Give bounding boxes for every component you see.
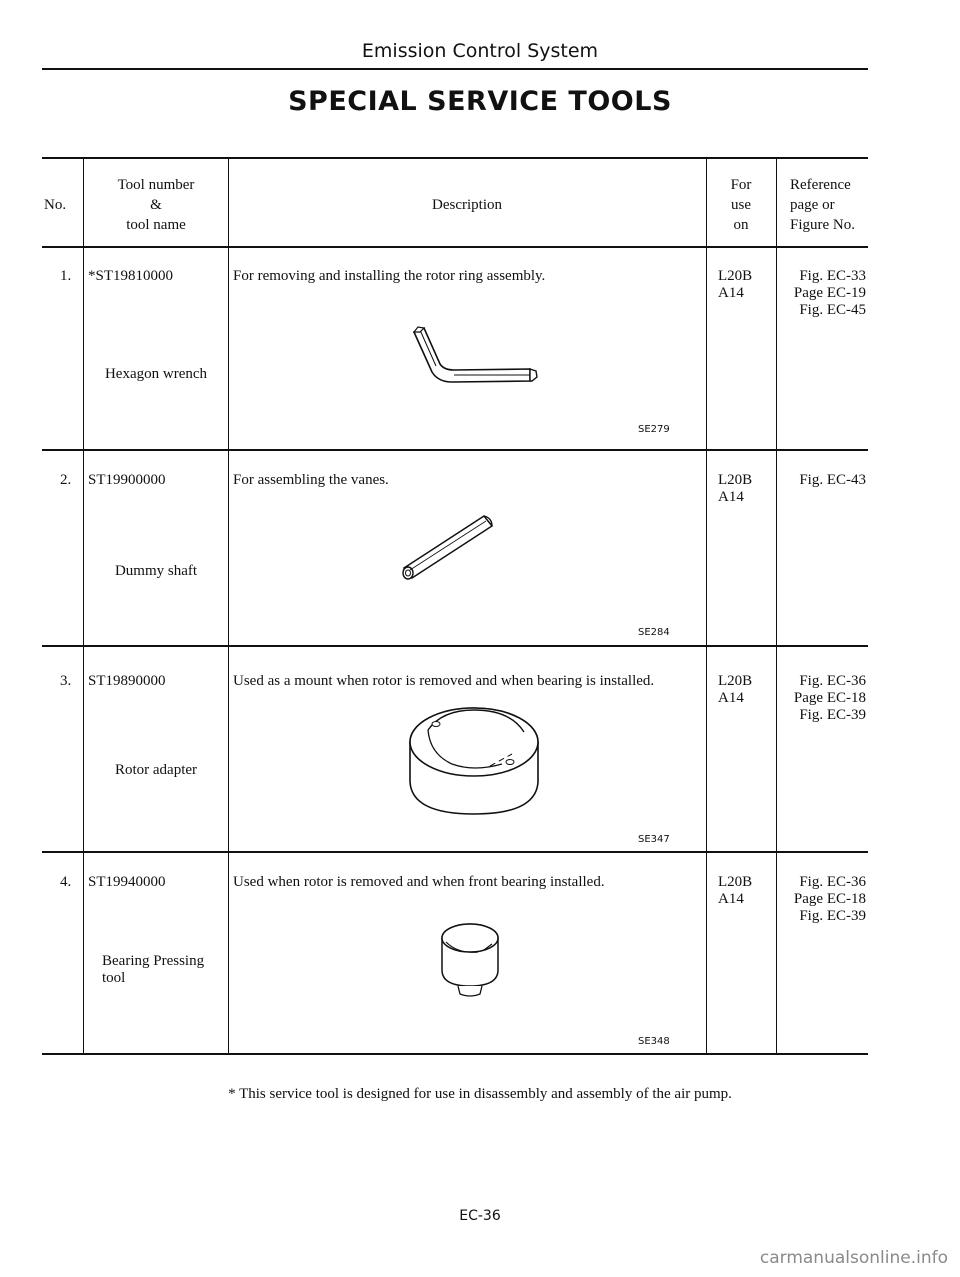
top-rule (42, 68, 868, 70)
figure-code: SE284 (638, 627, 670, 638)
watermark: carmanualsonline.info (759, 1248, 948, 1268)
page-number: EC-36 (459, 1208, 501, 1224)
page-title: SPECIAL SERVICE TOOLS (288, 86, 672, 117)
tool-description: Used as a mount when rotor is removed and when bearing is installed. (233, 673, 655, 689)
header-reference: Reference page or Figure No. (790, 177, 855, 233)
header-use: For use on (730, 177, 752, 233)
used-on: L20B A14 (718, 472, 753, 505)
header-description: Description (432, 197, 502, 213)
tool-description: For assembling the vanes. (233, 472, 389, 488)
references: Fig. EC-36 Page EC-18 Fig. EC-39 (793, 874, 866, 924)
rotor-adapter-icon (406, 702, 542, 818)
column-divider (228, 157, 229, 1055)
tool-name: Hexagon wrench (104, 366, 208, 382)
header-no: No. (44, 197, 67, 213)
row-number: 1. (60, 268, 72, 284)
tool-name: Bearing Pressing tool (102, 953, 205, 986)
tool-number: ST19940000 (88, 874, 166, 890)
used-on: L20B A14 (718, 268, 753, 301)
references: Fig. EC-43 (799, 472, 866, 488)
tool-number: *ST19810000 (88, 268, 174, 284)
footnote: * This service tool is designed for use in disassembly and assembly of the air pump. (228, 1086, 732, 1102)
row-divider (42, 449, 868, 451)
references: Fig. EC-36 Page EC-18 Fig. EC-39 (793, 673, 866, 723)
tool-number: ST19890000 (88, 673, 166, 689)
tool-description: For removing and installing the rotor ring assembly. (233, 268, 546, 284)
tool-description: Used when rotor is removed and when front bearing installed. (233, 874, 605, 890)
tool-number: ST19900000 (88, 472, 166, 488)
figure-code: SE347 (638, 834, 670, 845)
header-tool: Tool number & tool name (117, 177, 195, 233)
row-number: 2. (60, 472, 72, 488)
column-divider (776, 157, 777, 1055)
tool-name: Rotor adapter (114, 762, 198, 778)
tool-name: Dummy shaft (114, 563, 198, 579)
row-number: 4. (60, 874, 72, 890)
used-on: L20B A14 (718, 673, 753, 706)
dummy-shaft-icon (396, 510, 496, 582)
figure-code: SE279 (638, 424, 670, 435)
bearing-pressing-tool-icon (436, 920, 504, 1002)
header-bottom-rule (42, 246, 868, 248)
row-number: 3. (60, 673, 72, 689)
used-on: L20B A14 (718, 874, 753, 907)
hexagon-wrench-icon (410, 326, 550, 388)
section-title: Emission Control System (361, 40, 599, 62)
row-divider (42, 851, 868, 853)
table-top-rule (42, 157, 868, 159)
table-bottom-rule (42, 1053, 868, 1055)
column-divider (83, 157, 84, 1055)
column-divider (706, 157, 707, 1055)
row-divider (42, 645, 868, 647)
references: Fig. EC-33 Page EC-19 Fig. EC-45 (793, 268, 866, 318)
figure-code: SE348 (638, 1036, 670, 1047)
